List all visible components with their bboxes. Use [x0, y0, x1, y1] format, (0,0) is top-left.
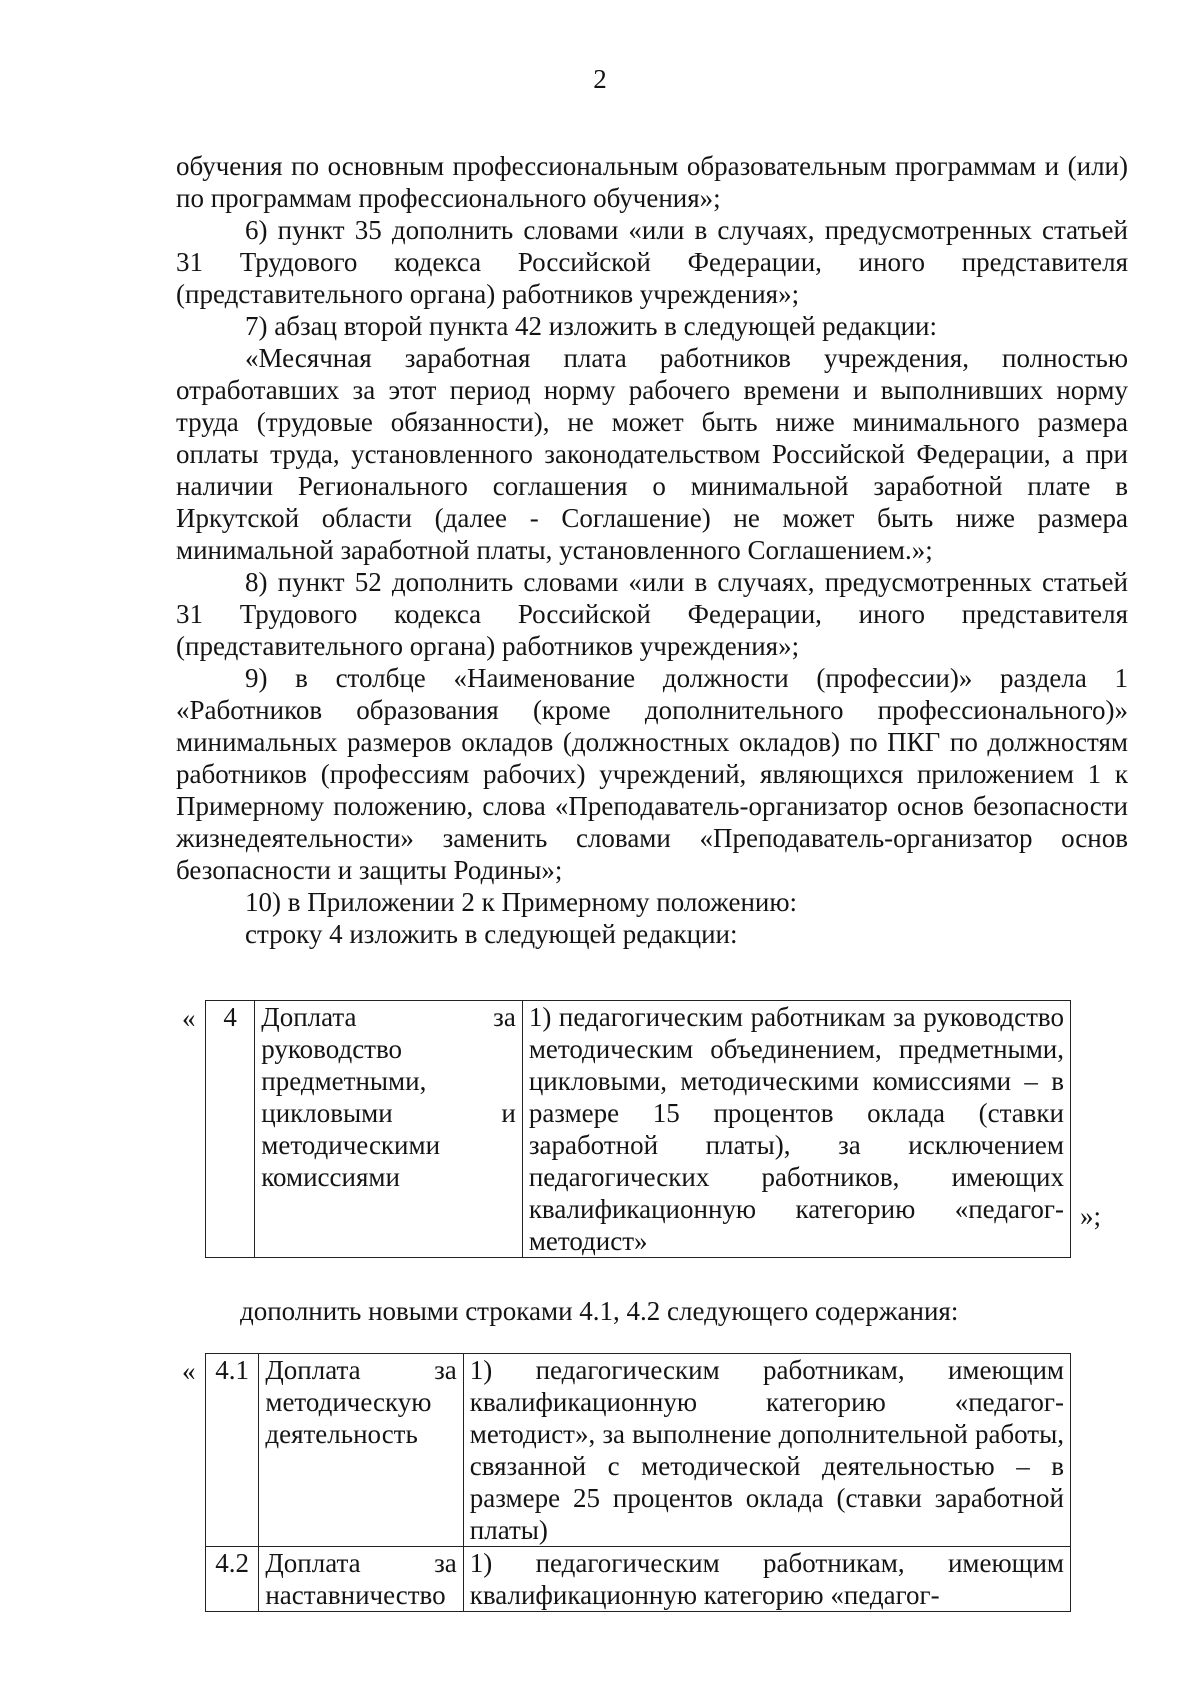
- paragraph-item-8: 8) пункт 52 дополнить словами «или в случаях, предусмотренных статьей 31 Трудового кодекса Российской Федерации, иного представителя (представительного органа) работников учреждения»;: [176, 567, 1128, 661]
- page-number: 2: [593, 64, 607, 94]
- table-row-4: [205, 1000, 1071, 1258]
- row-number: 4.1: [206, 1354, 259, 1547]
- paragraph-item-7: 7) абзац второй пункта 42 изложить в следующей редакции:: [245, 311, 937, 341]
- row-payment-name: Доплата за методическую деятельность: [259, 1354, 463, 1547]
- paragraph-continuation: обучения по основным профессиональным образовательным программам и (или) по программам профессионального обучения»;: [176, 151, 1128, 213]
- paragraph-item-6: 6) пункт 35 дополнить словами «или в случаях, предусмотренных статьей 31 Трудового кодекса Российской Федерации, иного представителя (представительного органа) работников учреждения»;: [176, 215, 1128, 309]
- table-row: [206, 1354, 1071, 1547]
- row-payment-name: Доплата за руководство предметными, цикловыми и методическими комиссиями: [255, 1001, 523, 1258]
- row-payment-description: 1) педагогическим работникам за руководство методическим объединением, предметными, цикловыми, методическими комиссиями – в размере 15 процентов оклада (ставки заработной платы), за исключением педагогических работников, имеющих квалификационную категорию «педагог-методист»: [522, 1001, 1070, 1258]
- lead-text-new-rows: дополнить новыми строками 4.1, 4.2 следующего содержания:: [240, 1296, 959, 1326]
- row-number: 4.2: [206, 1547, 259, 1612]
- row-number: 4: [206, 1001, 255, 1258]
- row-payment-name: Доплата за наставничество: [259, 1547, 463, 1612]
- row-payment-description: 1) педагогическим работникам, имеющим квалификационную категорию «педагог-методист», за выполнение дополнительной работы, связанной с методической деятельностью – в размере 25 процентов оклада (ставки заработной платы): [463, 1354, 1070, 1547]
- table-row: [206, 1547, 1071, 1612]
- table-row: [206, 1001, 1071, 1258]
- row-payment-description: 1) педагогическим работникам, имеющим квалификационную категорию «педагог-: [463, 1547, 1070, 1612]
- paragraph-item-10: 10) в Приложении 2 к Примерному положению:: [245, 887, 798, 917]
- document-body: [176, 150, 1128, 950]
- table1-open-quote: «: [182, 1003, 196, 1033]
- table2-open-quote: «: [182, 1356, 196, 1386]
- paragraph-quote-new-text: «Месячная заработная плата работников учреждения, полностью отработавших за этот период норму рабочего времени и выполнивших норму труда (трудовые обязанности), не может быть ниже минимального размера оплаты труда, установленного законодательством Российской Федерации, а при наличии Регионального соглашения о минимальной заработной плате в Иркутской области (далее - Соглашение) не может быть ниже размера минимальной заработной платы, установленного Соглашением.»;: [176, 343, 1128, 565]
- paragraph-item-9: 9) в столбце «Наименование должности (профессии)» раздела 1 «Работников образования (кроме дополнительного профессионального)» минимальных размеров окладов (должностных окладов) по ПКГ по должностям работников (профессиям рабочих) учреждений, являющихся приложением 1 к Примерному положению, слова «Преподаватель-организатор основ безопасности жизнедеятельности» заменить словами «Преподаватель-организатор основ безопасности и защиты Родины»;: [176, 663, 1128, 885]
- paragraph-row4-instruction: строку 4 изложить в следующей редакции:: [245, 919, 738, 949]
- table-rows-4-1-4-2: [205, 1353, 1071, 1612]
- table1-close-quote: »;: [1080, 1201, 1102, 1231]
